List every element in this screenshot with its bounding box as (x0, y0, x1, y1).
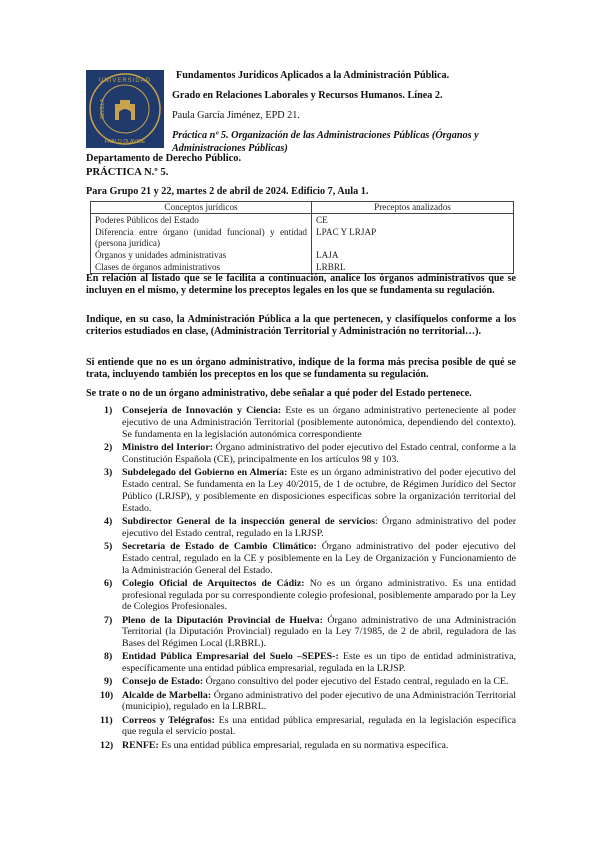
item-number: 11) (100, 714, 113, 726)
table-header-row (91, 202, 514, 214)
item-text: Órgano administrativo del poder ejecutivo de una Administración Territorial (municipio), regulado en la LRBRL. (122, 689, 516, 713)
list-item (86, 442, 516, 466)
list-item (86, 405, 516, 441)
item-number: 10) (100, 689, 114, 701)
table-cell: LRBRL (312, 261, 514, 274)
table-header-cell: Preceptos analizados (312, 202, 514, 214)
svg-text:SEVILLA: SEVILLA (100, 98, 106, 120)
item-number: 8) (104, 651, 113, 663)
item-number: 6) (104, 577, 113, 589)
practice-number: PRÁCTICA N.º 5. (86, 167, 169, 178)
table-row (91, 261, 514, 274)
department-line: Departamento de Derecho Público. (86, 153, 242, 164)
instruction-paragraph: Si entiende que no es un órgano administrativo, indique de la forma más precisa posible de qué se trata, incluyendo también los preceptos en los que se fundamenta su regulación. (86, 357, 516, 381)
list-item (86, 541, 516, 577)
item-title: Subdelegado del Gobierno en Almería: (122, 466, 288, 478)
item-number: 3) (104, 466, 113, 478)
table-cell: LAJA (312, 249, 514, 261)
list-item (86, 690, 516, 714)
author-line: Paula García Jiménez, EPD 21. (172, 110, 300, 121)
document-header (172, 70, 517, 163)
table-cell: Órganos y unidades administrativas (91, 249, 312, 261)
list-item (86, 676, 516, 688)
list-item (86, 615, 516, 651)
item-text: Este es un órgano administrativo perteneciente al poder ejecutivo de una Administración Territorial (posiblemente autonómica, dependiendo del contexto). Se fundamenta en la legislación autonómica correspondiente (122, 405, 516, 440)
item-title: Subdirector General de la inspección general de servicios (122, 515, 376, 527)
list-item (86, 467, 516, 515)
item-title: RENFE: (122, 739, 159, 751)
item-text: Es una entidad pública empresarial, regulada en su normativa específica. (158, 739, 449, 751)
item-title: Secretaría de Estado de Cambio Climático: (122, 540, 317, 552)
organs-list (86, 405, 516, 753)
item-text: No es un órgano administrativo. Es una entidad profesional regulada por su correspondiente colegio profesional, posiblemente amparado por la Ley de Colegios Profesionales. (122, 577, 516, 613)
instruction-paragraph: Se trate o no de un órgano administrativo, debe señalar a qué poder del Estado pertenece. (86, 388, 472, 399)
list-item (86, 651, 516, 675)
list-item (86, 516, 516, 540)
concepts-table (90, 201, 514, 274)
item-title: Consejería de Innovación y Ciencia: (122, 405, 282, 416)
table-cell: Clases de órganos administrativos (91, 261, 312, 274)
table-row (91, 226, 514, 249)
item-title: Entidad Pública Empresarial del Suelo –SEPES-: (122, 651, 339, 663)
item-text: Órgano administrativo del poder ejecutivo del Estado central, conforme a la Constitución Española (CE), principalmente en los artículos 98 y 103. (122, 441, 516, 465)
svg-text:PABLO OLAVIDE: PABLO OLAVIDE (104, 139, 146, 145)
item-text: Órgano administrativo de una Administración Territorial (la Diputación Provincial) regulado en la Ley 7/1985, de 2 de abril, reguladora de las Bases del Régimen Local (LRBRL). (122, 614, 517, 650)
item-number: 5) (104, 540, 113, 552)
item-number: 1) (104, 405, 113, 416)
list-item (86, 715, 516, 739)
table-cell: LPAC Y LRJAP (312, 226, 514, 249)
table-row (91, 249, 514, 261)
table-cell: Diferencia entre órgano (unidad funcional) y entidad (persona jurídica) (91, 226, 312, 249)
table-row (91, 214, 514, 227)
course-title: Fundamentos Jurídicos Aplicados a la Administración Pública. (176, 70, 450, 81)
item-title: Ministro del Interior: (122, 441, 214, 453)
item-title: Colegio Oficial de Arquitectos de Cádiz: (122, 577, 305, 589)
item-text: Órgano administrativo del poder ejecutivo del Estado central, regulado en la CE y posiblemente en la Ley de Organización y Funcionamiento de la Administración General del Estado. (122, 540, 516, 576)
item-title: Pleno de la Diputación Provincial de Huelva: (122, 614, 323, 626)
item-text: Este es un órgano administrativo del poder ejecutivo del Estado central. Se fundamenta en la Ley 40/2015, de 1 de octubre, de Régimen Jurídico del Sector Público (LRJSP), y posiblemente en disposiciones específicas sobre la organización territorial del Estado. (122, 466, 516, 514)
item-text: Órgano consultivo del poder ejecutivo del Estado central, regulado en la CE. (203, 676, 509, 688)
item-number: 2) (104, 441, 113, 453)
group-line: Para Grupo 21 y 22, martes 2 de abril de 2024. Edificio 7, Aula 1. (86, 186, 369, 197)
item-number: 9) (104, 676, 113, 688)
item-title: Consejo de Estado: (122, 676, 204, 688)
item-text: Es una entidad pública empresarial, regulada en la legislación específica que regula el servicio postal. (122, 714, 516, 738)
table-cell: Poderes Públicos del Estado (91, 214, 312, 227)
list-item (86, 740, 516, 752)
item-number: 4) (104, 515, 113, 527)
item-number: 12) (100, 739, 114, 751)
table-header-cell: Conceptos jurídicos (91, 202, 312, 214)
degree-line: Grado en Relaciones Laborales y Recursos Humanos. Línea 2. (172, 90, 443, 101)
university-logo (86, 70, 164, 148)
practice-title: Práctica nº 5. Organización de las Administraciones Públicas (Órganos y Administraciones Públicas) (172, 130, 479, 154)
list-item (86, 578, 516, 614)
svg-text:UNIVERSIDAD: UNIVERSIDAD (98, 78, 152, 84)
instruction-paragraph: Indique, en su caso, la Administración Pública a la que pertenecen, y clasifíquelos conforme a los criterios estudiados en clase, (Administración Territorial y Administración no territorial…). (86, 314, 516, 338)
table-cell: CE (312, 214, 514, 227)
item-title: Alcalde de Marbella: (122, 689, 212, 701)
item-number: 7) (104, 614, 113, 626)
item-text: : Órgano administrativo del poder ejecutivo del Estado central, regulado en la LRJSP. (122, 515, 516, 539)
item-text: Este es un tipo de entidad administrativa, específicamente una entidad pública empresarial, regulada en la LRJSP. (122, 651, 517, 675)
item-title: Correos y Telégrafos: (122, 714, 215, 726)
instruction-paragraph: En relación al listado que se le facilita a continuación, analice los órganos administrativos que se incluyen en el mismo, y determine los preceptos legales en los que se fundamenta su regulación. (86, 273, 516, 297)
